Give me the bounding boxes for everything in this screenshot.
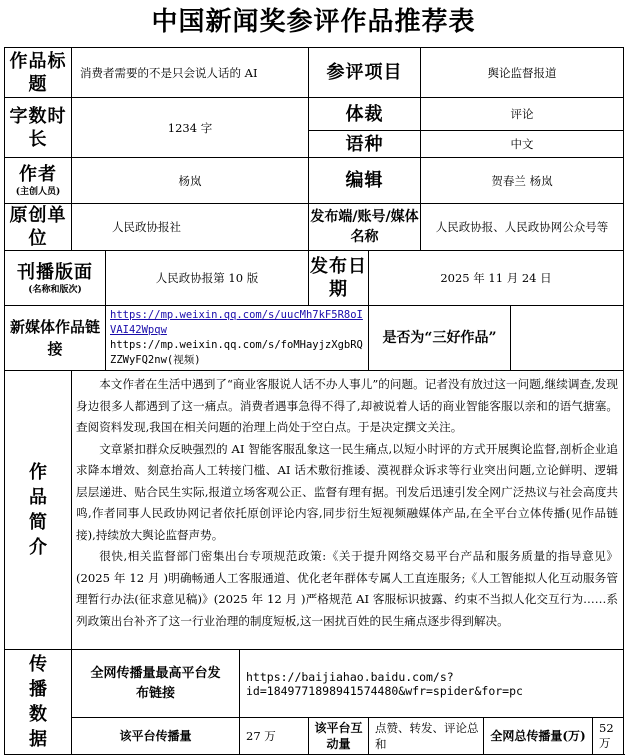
pub-date-value: 2025 年 11 月 24 日 [369, 251, 624, 306]
print-page-label-text: 刊播版面 [17, 261, 93, 283]
publisher-label: 发布端/账号/媒体名称 [309, 204, 421, 251]
new-media-links [106, 306, 369, 371]
intro-paragraph: 很快,相关监督部门密集出台专项规范政策:《关于提升网络交易平台产品和服务质量的指导意见》(2025 年 12 月 )明确畅通人工客服通道、优化老年群体专属人工直连服务;《人工智能拟人化互动服务管理暂行办法(征求意见稿)》(2025 年 12 月 )严格规范 AI 客服标识披露、约束不当拟人化交互行为……系列政策出台补齐了这一行业治理的制度短板,这一困扰百姓的民生痛点逐步得到解决。 [76, 549, 618, 628]
genre-label: 体裁 [309, 98, 421, 131]
author-label-sub: (主创人员) [15, 187, 61, 197]
three-good-label: 是否为“三好作品” [369, 306, 511, 371]
platform-spread-value: 27 万 [240, 718, 309, 755]
top-platform-link-value[interactable]: https://baijiahao.baidu.com/s?id=1849771898941574480&wfr=spider&for=pc [240, 650, 624, 718]
total-spread-value: 52 万 [593, 718, 624, 755]
recommendation-form [4, 47, 624, 755]
platform-interaction-label: 该平台互动量 [309, 718, 369, 755]
print-page-label-sub: (名称和版次) [28, 284, 82, 295]
original-unit-label: 原创单位 [5, 204, 72, 251]
new-media-link-label: 新媒体作品链接 [5, 306, 106, 371]
word-count-label: 字数时长 [5, 98, 72, 158]
intro-label-text: 作品简介 [29, 462, 47, 558]
platform-interaction-value: 点赞、转发、评论总和 [369, 718, 484, 755]
page-title: 中国新闻奖参评作品推荐表 [151, 7, 476, 37]
author-value: 杨岚 [72, 158, 309, 204]
award-item-label: 参评项目 [309, 48, 421, 98]
intro-paragraph: 本文作者在生活中遇到了“商业客服说人话不办人事儿”的问题。记者没有放过这一问题,继续调查,发现身边很多人都遇到了这一痛点。消费者遇事急得不得了,却被说着人话的商业智能客服以亲和的语气搪塞。查阅资料发现,我国在相关问题的治理上尚处于空白点。于是决定撰文关注。 [76, 377, 618, 434]
print-page-label [5, 251, 106, 306]
author-label-text: 作者 [19, 164, 57, 185]
platform-spread-label: 该平台传播量 [72, 718, 240, 755]
pub-date-label: 发布日期 [309, 251, 369, 306]
genre-value: 评论 [421, 98, 624, 131]
author-label [5, 158, 72, 204]
work-title-value: 消费者需要的不是只会说人话的 AI [72, 48, 309, 98]
intro-paragraph: 文章紧扣群众反映强烈的 AI 智能客服乱象这一民生痛点,以短小时评的方式开展舆论监督,剖析企业追求降本增效、刻意抬高人工转接门槛、AI 话术敷衍推诿、漠视群众诉求等行业突出问题,立论鲜明、逻辑层层递进、贴合民生实际,报道立场客观公正、监督有理有据。刊发后迅速引发全网广泛热议与社会高度共鸣,作者同事人民政协网记者依托原创评论内容,同步衍生短视频融媒体产品,在全平台立体传播(见作品链接),持续放大舆论监督声势。 [76, 441, 618, 542]
spread-data-label [5, 650, 72, 755]
print-page-value: 人民政协报第 10 版 [106, 251, 309, 306]
editor-label: 编辑 [309, 158, 421, 204]
intro-label [5, 371, 72, 650]
publisher-value: 人民政协报、人民政协网公众号等 [421, 204, 624, 251]
language-value: 中文 [421, 131, 624, 158]
original-unit-value: 人民政协报社 [72, 204, 309, 251]
intro-content [72, 371, 624, 650]
editor-value: 贺春兰 杨岚 [421, 158, 624, 204]
new-media-link-1[interactable]: https://mp.weixin.qq.com/s/uucMh7kF5R8oIVAI42Wpqw [110, 309, 363, 336]
new-media-link-2: https://mp.weixin.qq.com/s/foMHayjzXgbRQZZWyFQ2nw(视频) [110, 339, 363, 366]
language-label: 语种 [309, 131, 421, 158]
spread-data-label-text: 传播数据 [29, 654, 47, 750]
word-count-value: 1234 字 [72, 98, 309, 158]
top-platform-link-label: 全网传播量最高平台发布链接 [72, 650, 240, 718]
work-title-label: 作品标题 [5, 48, 72, 98]
three-good-value [511, 306, 624, 371]
award-item-value: 舆论监督报道 [421, 48, 624, 98]
total-spread-label: 全网总传播量(万) [484, 718, 593, 755]
